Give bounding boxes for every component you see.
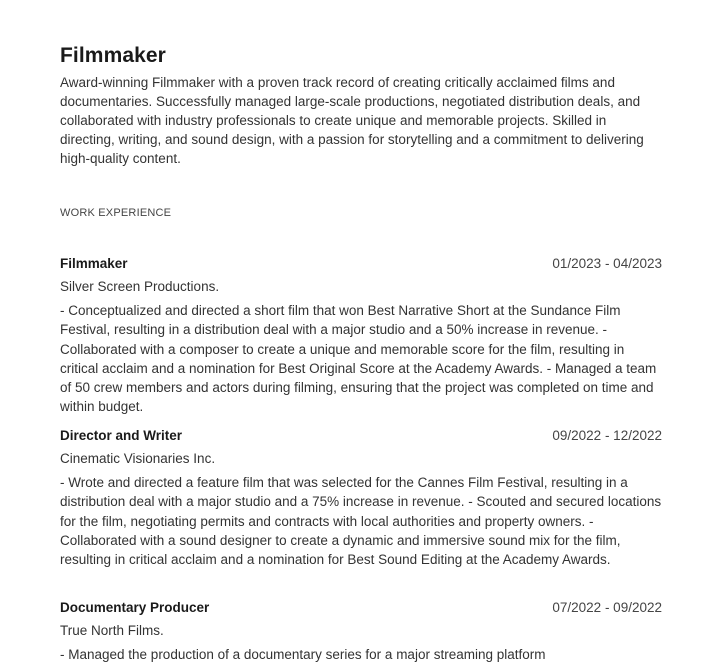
job-header: [60, 428, 662, 446]
job-title: Documentary Producer: [60, 600, 210, 615]
job-description: - Wrote and directed a feature film that was selected for the Cannes Film Festival, resulting in a distribution deal with a major studio and a 75% increase in revenue. - Scouted and secured locations for the film, negotiating permits and contracts with local authorities and property owners. - Collaborated with a sound designer to create a dynamic and immersive sound mix for the film, resulting in critical acclaim and a nomination for Best Sound Editing at the Academy Awards.: [60, 475, 662, 568]
job-header: [60, 600, 662, 618]
job-title: Filmmaker: [60, 256, 128, 271]
job-description: - Conceptualized and directed a short film that won Best Narrative Short at the Sundance Film Festival, resulting in a distribution deal with a major studio and a 50% increase in revenue. - Collaborated with a composer to create a unique and memorable score for the film, resulting in critical acclaim and a nomination for Best Original Score at the Academy Awards. - Managed a team of 50 crew members and actors during filming, ensuring that the project was completed on time and within budget.: [60, 303, 657, 415]
job-entry: [60, 256, 662, 417]
job-title: Director and Writer: [60, 428, 183, 443]
job-company: True North Films.: [60, 623, 164, 638]
job-entry: [60, 600, 662, 664]
job-description: - Managed the production of a documentary series for a major streaming platform: [60, 647, 546, 662]
resume-summary: Award-winning Filmmaker with a proven track record of creating critically acclaimed films and documentaries. Successfully managed large-scale productions, negotiated distribution deals, and collaborated with industry professionals to create unique and memorable projects. Skilled in directing, writing, and sound design, with a passion for storytelling and a commitment to delivering high-quality content.: [60, 75, 644, 166]
resume-name: Filmmaker: [60, 44, 166, 67]
job-entry: [60, 428, 662, 569]
job-dates: 07/2022 - 09/2022: [552, 600, 662, 615]
job-company: Cinematic Visionaries Inc.: [60, 451, 216, 466]
section-title-work-experience: WORK EXPERIENCE: [60, 207, 172, 219]
job-dates: 01/2023 - 04/2023: [552, 256, 662, 271]
job-company: Silver Screen Productions.: [60, 279, 220, 294]
job-header: [60, 256, 662, 274]
job-dates: 09/2022 - 12/2022: [552, 428, 662, 443]
